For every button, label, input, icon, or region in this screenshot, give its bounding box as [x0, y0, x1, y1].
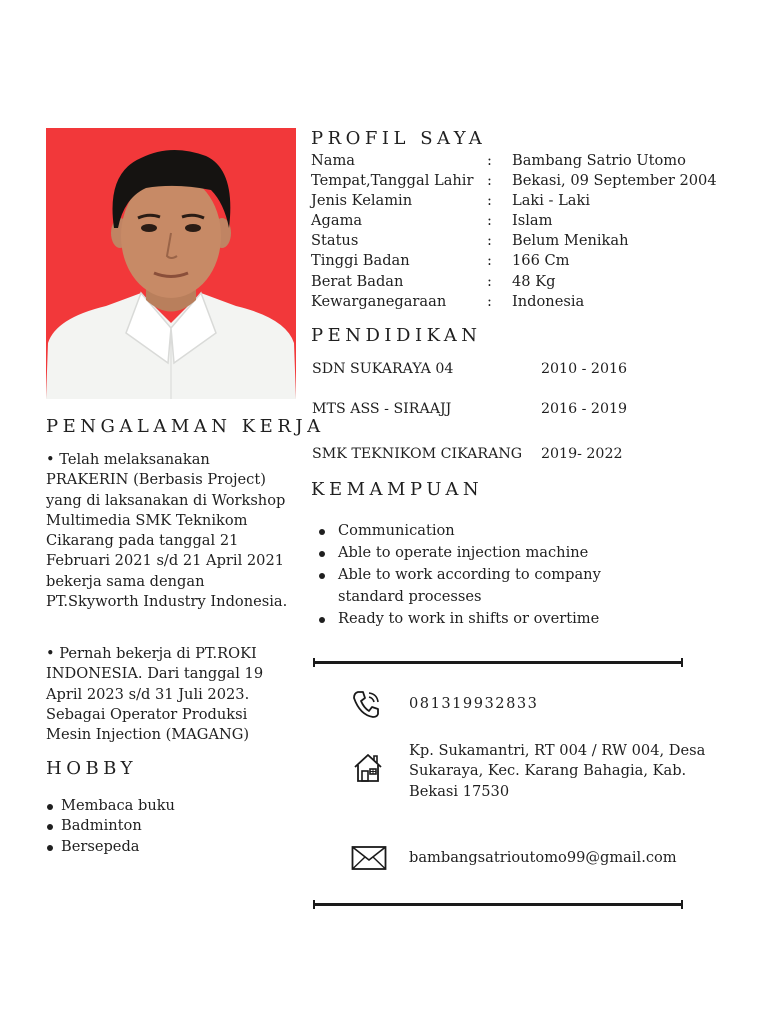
phone-number: 081319932833: [409, 695, 539, 712]
envelope-icon: [351, 845, 387, 875]
skill-item: Able to work according to company standard processes: [318, 564, 608, 608]
profile-value: Bambang Satrio Utomo: [512, 152, 686, 169]
profile-separator: :: [487, 172, 492, 190]
profile-label: Tinggi Badan: [311, 252, 410, 270]
education-years: 2016 - 2019: [541, 401, 628, 417]
phone-icon: [350, 688, 382, 724]
profile-separator: :: [487, 252, 492, 270]
hobby-item: Badminton: [46, 816, 175, 836]
profile-label: Agama: [311, 212, 363, 230]
hobby-item: Bersepeda: [46, 837, 175, 857]
profile-label: Jenis Kelamin: [311, 192, 413, 210]
skill-item: Communication: [318, 520, 698, 542]
education-years: 2019- 2022: [541, 446, 623, 462]
email-address: bambangsatrioutomo99@gmail.com: [409, 849, 677, 866]
house-icon: [352, 752, 384, 788]
skill-item: Able to operate injection machine: [318, 542, 698, 564]
profile-value: 166 Cm: [512, 252, 570, 270]
profile-value: Belum Menikah: [512, 232, 629, 250]
experience-heading: PENGALAMAN KERJA: [46, 416, 325, 437]
hobby-item: Membaca buku: [46, 796, 175, 816]
portrait-image: [46, 128, 296, 399]
education-years: 2010 - 2016: [541, 361, 628, 377]
profile-photo: [46, 128, 296, 399]
profile-heading: PROFIL SAYA: [311, 128, 487, 149]
experience-item: • Pernah bekerja di PT.ROKI INDONESIA. Dari tanggal 19 April 2023 s/d 31 Juli 2023. Sebagai Operator Produksi Mesin Injection (MAGANG): [46, 645, 264, 744]
experience-item: • Telah melaksanakan PRAKERIN (Berbasis Project) yang di laksanakan di Workshop Multimedia SMK Teknikom Cikarang pada tanggal 21 Februari 2021 s/d 21 April 2021 bekerja sama dengan PT.Skyworth Industry Indonesia.: [46, 451, 288, 611]
education-heading: PENDIDIKAN: [311, 325, 482, 346]
divider-top: [313, 661, 683, 664]
education-school: MTS ASS - SIRAAJJ: [312, 401, 452, 417]
profile-label: Tempat,Tanggal Lahir: [311, 172, 474, 190]
skill-item: Ready to work in shifts or overtime: [318, 608, 698, 630]
hobby-list: [46, 796, 175, 857]
skills-list: [318, 520, 698, 630]
address-text: Kp. Sukamantri, RT 004 / RW 004, Desa Sukaraya, Kec. Karang Bahagia, Kab. Bekasi 17530: [409, 742, 706, 800]
profile-separator: :: [487, 292, 492, 310]
profile-separator: :: [487, 152, 492, 169]
profile-label: Berat Badan: [311, 272, 404, 290]
profile-value: Bekasi, 09 September 2004: [512, 172, 717, 190]
profile-separator: :: [487, 192, 492, 210]
profile-label: Status: [311, 232, 359, 250]
profile-separator: :: [487, 232, 492, 250]
education-school: SMK TEKNIKOM CIKARANG: [312, 446, 523, 462]
profile-value: Islam: [512, 212, 553, 230]
profile-label: Kewarganegaraan: [311, 292, 447, 310]
skills-heading: KEMAMPUAN: [311, 479, 484, 500]
divider-bottom: [313, 903, 683, 906]
profile-separator: :: [487, 272, 492, 290]
hobby-heading: HOBBY: [46, 758, 137, 779]
profile-value: Indonesia: [512, 292, 585, 310]
profile-label: Nama: [311, 152, 356, 169]
profile-value: Laki - Laki: [512, 192, 591, 210]
profile-separator: :: [487, 212, 492, 230]
education-school: SDN SUKARAYA 04: [312, 361, 454, 377]
profile-value: 48 Kg: [512, 272, 556, 290]
